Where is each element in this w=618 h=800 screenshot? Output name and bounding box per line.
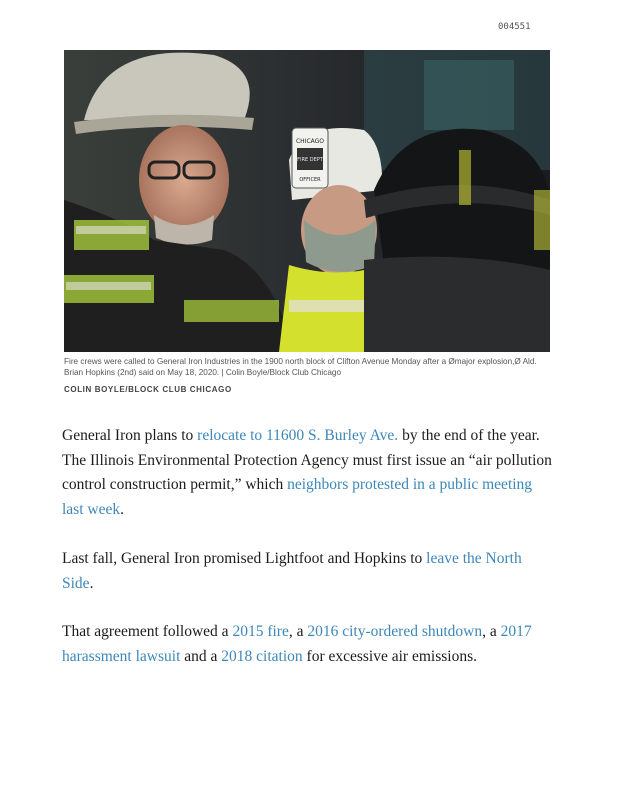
photo-credit: COLIN BOYLE/BLOCK CLUB CHICAGO — [64, 385, 232, 394]
firefighters-photo-illustration — [64, 50, 550, 352]
news-photo — [64, 50, 550, 352]
text-span: . — [89, 574, 94, 592]
helmet-badge-line3: OFFICER — [299, 177, 321, 183]
link-2016-shutdown[interactable]: 2016 city-ordered shutdown — [307, 623, 483, 640]
link-2018-citation[interactable]: 2018 citation — [221, 647, 303, 665]
text-span: for excessive air emissions. — [302, 647, 477, 665]
link-leave-north-side[interactable]: leave the North Side — [62, 550, 522, 592]
link-2017-lawsuit[interactable]: 2017 harassment lawsuit — [62, 623, 532, 665]
link-2015-fire[interactable]: 2015 fire — [232, 623, 289, 640]
text-span: and a — [180, 647, 222, 665]
text-span: General Iron plans to — [62, 427, 198, 444]
text-span: , a — [288, 623, 308, 640]
text-span: Last fall, General Iron promised Lightfoot and Hopkins to — [62, 550, 427, 567]
helmet-badge-line1: CHICAGO — [295, 138, 325, 145]
article-paragraph-1 — [62, 424, 552, 522]
text-span: , a — [482, 623, 501, 640]
link-neighbors-protested[interactable]: neighbors protested in a public meeting last week — [62, 476, 533, 518]
link-relocate[interactable]: relocate to 11600 S. Burley Ave. — [197, 427, 399, 444]
page-number: 004551 — [498, 22, 531, 32]
text-span: . — [120, 500, 124, 518]
article-paragraph-2 — [62, 547, 552, 596]
text-span: by the end of the year. The Illinois Environmental Protection Agency must first issue an “air pollution control construction permit,” which — [62, 427, 552, 493]
photo-caption: Fire crews were called to General Iron Industries in the 1900 north block of Clifton Avenue Monday after a Ømajor explosion,Ø Ald. Brian Hopkins (2nd) said on May 18, 2020. | Colin Boyle/Block Club Chicago — [64, 357, 537, 377]
article-paragraph-3 — [62, 620, 552, 669]
text-span: That agreement followed a — [62, 623, 233, 640]
helmet-badge-line2: FIRE DEPT — [297, 157, 323, 163]
